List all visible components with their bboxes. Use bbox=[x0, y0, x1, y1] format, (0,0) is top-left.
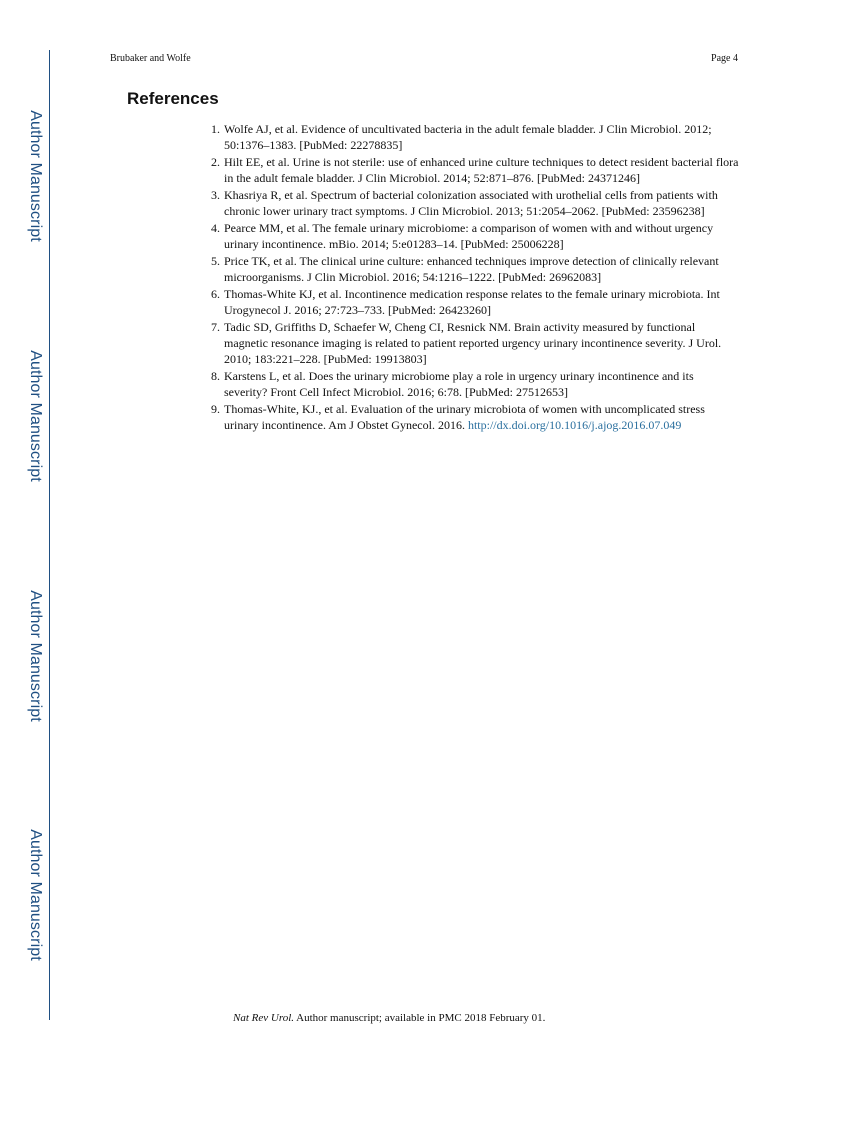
author-manuscript-text: Author Manuscript bbox=[27, 829, 44, 961]
author-manuscript-text: Author Manuscript bbox=[27, 590, 44, 722]
reference-number: 6. bbox=[211, 287, 220, 301]
reference-text: Khasriya R, et al. Spectrum of bacterial colonization associated with urothelial cells from patients with chronic lower urinary tract symptoms. J Clin Microbiol. 2013; 51:2054–2062. [PubMed: 23596238] bbox=[224, 188, 718, 218]
reference-item bbox=[211, 368, 739, 400]
reference-number: 4. bbox=[211, 221, 220, 235]
reference-number: 3. bbox=[211, 188, 220, 202]
reference-item bbox=[211, 154, 739, 186]
reference-text: Price TK, et al. The clinical urine culture: enhanced techniques improve detection of clinically relevant microorganisms. J Clin Microbiol. 2016; 54:1216–1222. [PubMed: 26962083] bbox=[224, 254, 719, 284]
references-heading: References bbox=[127, 89, 219, 108]
author-manuscript-text: Author Manuscript bbox=[27, 350, 44, 482]
reference-item bbox=[211, 187, 739, 219]
reference-number: 2. bbox=[211, 155, 220, 169]
reference-number: 8. bbox=[211, 369, 220, 383]
running-head-page-number: Page 4 bbox=[711, 53, 738, 64]
reference-item bbox=[211, 220, 739, 252]
footer-journal-name: Nat Rev Urol. bbox=[233, 1012, 294, 1024]
reference-list bbox=[211, 121, 739, 434]
author-manuscript-text: Author Manuscript bbox=[27, 110, 44, 242]
page-footer bbox=[233, 1012, 545, 1024]
left-margin-rule bbox=[49, 50, 50, 1020]
reference-number: 5. bbox=[211, 254, 220, 268]
reference-item bbox=[211, 319, 739, 367]
reference-number: 9. bbox=[211, 402, 220, 416]
reference-text: Karstens L, et al. Does the urinary microbiome play a role in urgency urinary incontinence and its severity? Front Cell Infect Microbiol. 2016; 6:78. [PubMed: 27512653] bbox=[224, 369, 694, 399]
footer-availability-text: Author manuscript; available in PMC 2018 February 01. bbox=[294, 1012, 546, 1024]
reference-text: Pearce MM, et al. The female urinary microbiome: a comparison of women with and without urgency urinary incontinence. mBio. 2014; 5:e01283–14. [PubMed: 25006228] bbox=[224, 221, 714, 251]
running-head-authors: Brubaker and Wolfe bbox=[110, 53, 191, 64]
reference-text: Thomas-White, KJ., et al. Evaluation of the urinary microbiota of women with uncomplicated stress urinary incontinence. Am J Obstet Gynecol. 2016. bbox=[224, 402, 705, 432]
reference-number: 1. bbox=[211, 122, 220, 136]
reference-item bbox=[211, 121, 739, 153]
reference-text: Tadic SD, Griffiths D, Schaefer W, Cheng CI, Resnick NM. Brain activity measured by functional magnetic resonance imaging is related to patient reported urgency urinary incontinence severity. J Urol. 2010; 183:221–228. [PubMed: 19913803] bbox=[224, 320, 722, 366]
reference-text: Thomas-White KJ, et al. Incontinence medication response relates to the female urinary microbiota. Int Urogynecol J. 2016; 27:723–733. [PubMed: 26423260] bbox=[224, 287, 720, 317]
reference-text: Hilt EE, et al. Urine is not sterile: use of enhanced urine culture techniques to detect resident bacterial flora in the adult female bladder. J Clin Microbiol. 2014; 52:871–876. [PubMed: 24371246] bbox=[224, 155, 739, 185]
reference-text: Wolfe AJ, et al. Evidence of uncultivated bacteria in the adult female bladder. J Clin Microbiol. 2012; 50:1376–1383. [PubMed: 22278835] bbox=[224, 122, 712, 152]
doi-link[interactable]: http://dx.doi.org/10.1016/j.ajog.2016.07.049 bbox=[467, 418, 682, 432]
reference-item bbox=[211, 253, 739, 285]
reference-item bbox=[211, 401, 739, 433]
reference-number: 7. bbox=[211, 320, 220, 334]
reference-item bbox=[211, 286, 739, 318]
